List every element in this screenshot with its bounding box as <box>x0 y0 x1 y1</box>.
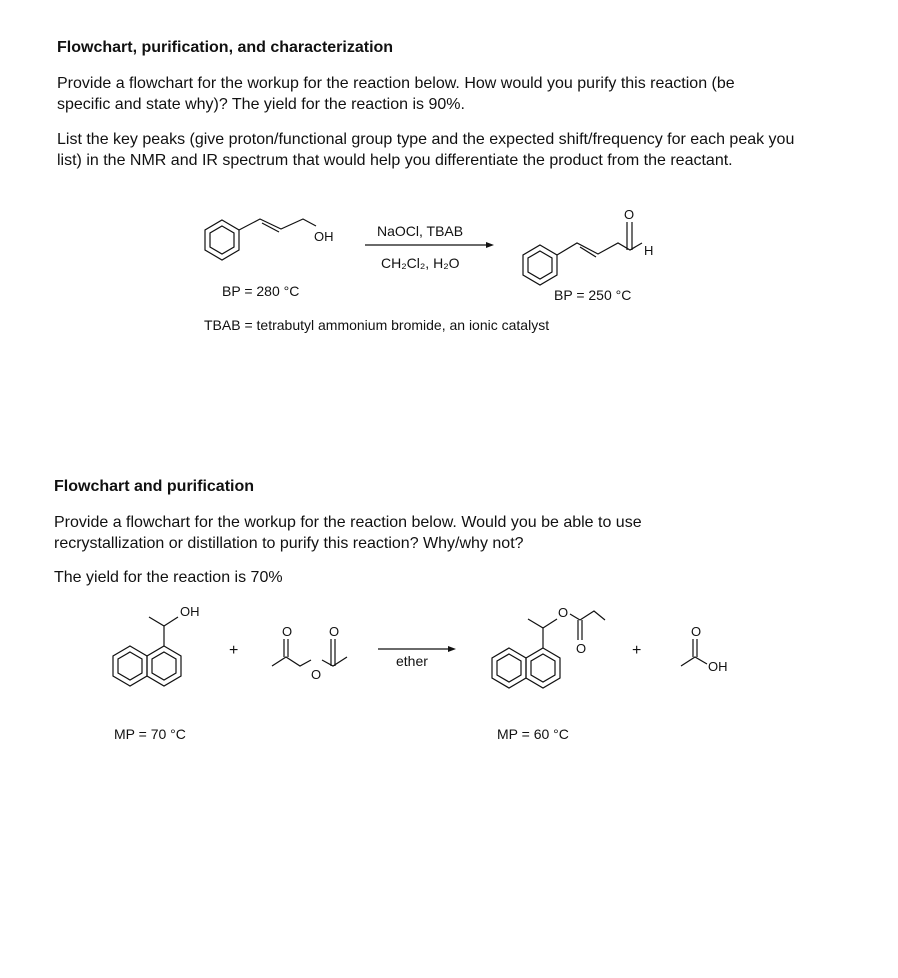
product-bp: BP = 250 °C <box>554 287 632 303</box>
reactant-ethanol-chain <box>149 617 164 646</box>
product-naphthalene-ring <box>492 648 560 688</box>
product-o-label: O <box>624 207 635 222</box>
tbab-note: TBAB = tetrabutyl ammonium bromide, an ionic catalyst <box>204 317 550 333</box>
ether-label: ether <box>396 653 428 669</box>
reactant-oh-label: OH <box>314 229 334 244</box>
acid-oh-label: OH <box>708 659 728 674</box>
section2-paragraph-2: The yield for the reaction is 70% <box>54 569 283 586</box>
anhydride-o-label-1: O <box>282 624 293 639</box>
ester-o-label-2: O <box>576 641 587 656</box>
anhydride-o-label-2: O <box>329 624 340 639</box>
section2-paragraph-1: Provide a flowchart for the workup for the reaction below. Would you be able to use recrystallization or distillation to purify this reaction? Why/why not? <box>54 514 642 552</box>
product-mp: MP = 60 °C <box>497 726 569 742</box>
product-ester-chain <box>528 619 543 648</box>
plus-sign-2: + <box>632 642 642 659</box>
anhydride-o-label-3: O <box>311 667 322 682</box>
reactant-mp: MP = 70 °C <box>114 726 186 742</box>
section2-heading: Flowchart and purification <box>54 478 255 495</box>
reagent-top-label: NaOCl, TBAB <box>377 223 464 239</box>
section1-paragraph-1: Provide a flowchart for the workup for the reaction below. How would you purify this reaction (be specific and state why)? The yield for the reaction is 90%. <box>57 75 735 113</box>
acetic-anhydride <box>272 639 347 666</box>
reactant2-oh-label: OH <box>180 604 200 619</box>
ester-o-label-1: O <box>558 605 569 620</box>
plus-sign-1: + <box>229 642 239 659</box>
acid-o-label: O <box>691 624 702 639</box>
reagent-bottom-label: CH₂Cl₂, H₂O <box>381 255 460 271</box>
product-h-label: H <box>644 243 654 258</box>
acetic-acid <box>681 639 707 666</box>
reactant-naphthalene-ring <box>113 646 181 686</box>
section1-heading: Flowchart, purification, and characterization <box>57 39 394 56</box>
reactant-bp: BP = 280 °C <box>222 283 300 299</box>
section1-paragraph-2: List the key peaks (give proton/functional group type and the expected shift/frequency for each peak you list) in the NMR and IR spectrum that would help you differentiate the product from the reactant. <box>57 131 795 169</box>
